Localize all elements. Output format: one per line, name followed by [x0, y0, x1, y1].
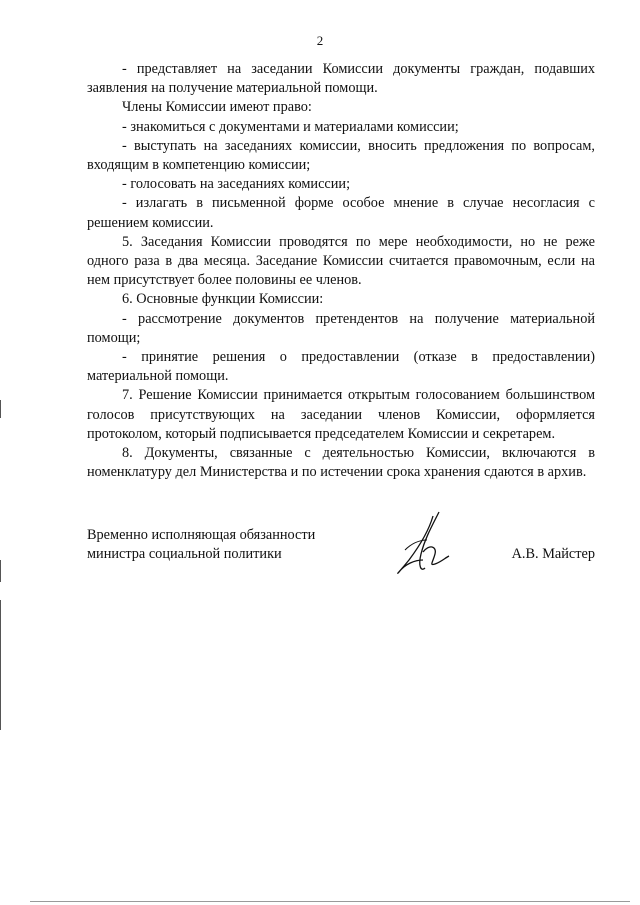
signer-title-line: министра социальной политики	[87, 546, 282, 563]
paragraph: - представляет на заседании Комиссии документы граждан, подавших заявления на получение материальной помощи.	[87, 61, 595, 97]
paragraph: 5. Заседания Комиссии проводятся по мере необходимости, но не реже одного раза в два месяца. Заседание Комиссии считается правомочным, если на нем присутствует более половины ее членов.	[87, 233, 595, 289]
scan-edge-mark	[0, 400, 1, 418]
paragraph: - выступать на заседаниях комиссии, вносить предложения по вопросам, входящим в компетенцию комиссии;	[87, 137, 595, 174]
paragraph: - знакомиться с документами и материалами комиссии;	[122, 118, 459, 135]
paragraph: 7. Решение Комиссии принимается открытым голосованием большинством голосов присутствующих на заседании членов Комиссии, оформляется протоколом, который подписывается председателем Комиссии и секретарем.	[87, 387, 595, 442]
paragraph: 8. Документы, связанные с деятельностью Комиссии, включаются в номенклатуру дел Министерства и по истечении срока хранения сдаются в архив.	[87, 445, 595, 481]
handwritten-signature	[385, 510, 465, 590]
paragraph: 6. Основные функции Комиссии:	[122, 291, 324, 308]
paragraph: - излагать в письменной форме особое мнение в случае несогласия с решением комиссии.	[87, 195, 595, 231]
signature-block	[87, 526, 595, 586]
paragraph: - рассмотрение документов претендентов на получение материальной помощи;	[87, 310, 595, 346]
scan-edge-mark	[0, 600, 1, 730]
signer-title-line: Временно исполняющая обязанности	[87, 527, 316, 543]
paragraph: Члены Комиссии имеют право:	[122, 99, 312, 116]
paragraph: - голосовать на заседаниях комиссии;	[122, 176, 351, 193]
paragraph: - принятие решения о предоставлении (отказе в предоставлении) материальной помощи.	[87, 349, 595, 385]
signer-name: А.В. Майстер	[511, 546, 595, 562]
page-number: 2	[316, 33, 324, 48]
document-body	[87, 60, 595, 482]
scan-edge-mark	[0, 560, 1, 582]
scan-bottom-edge	[30, 901, 630, 902]
signer-title	[87, 526, 315, 564]
